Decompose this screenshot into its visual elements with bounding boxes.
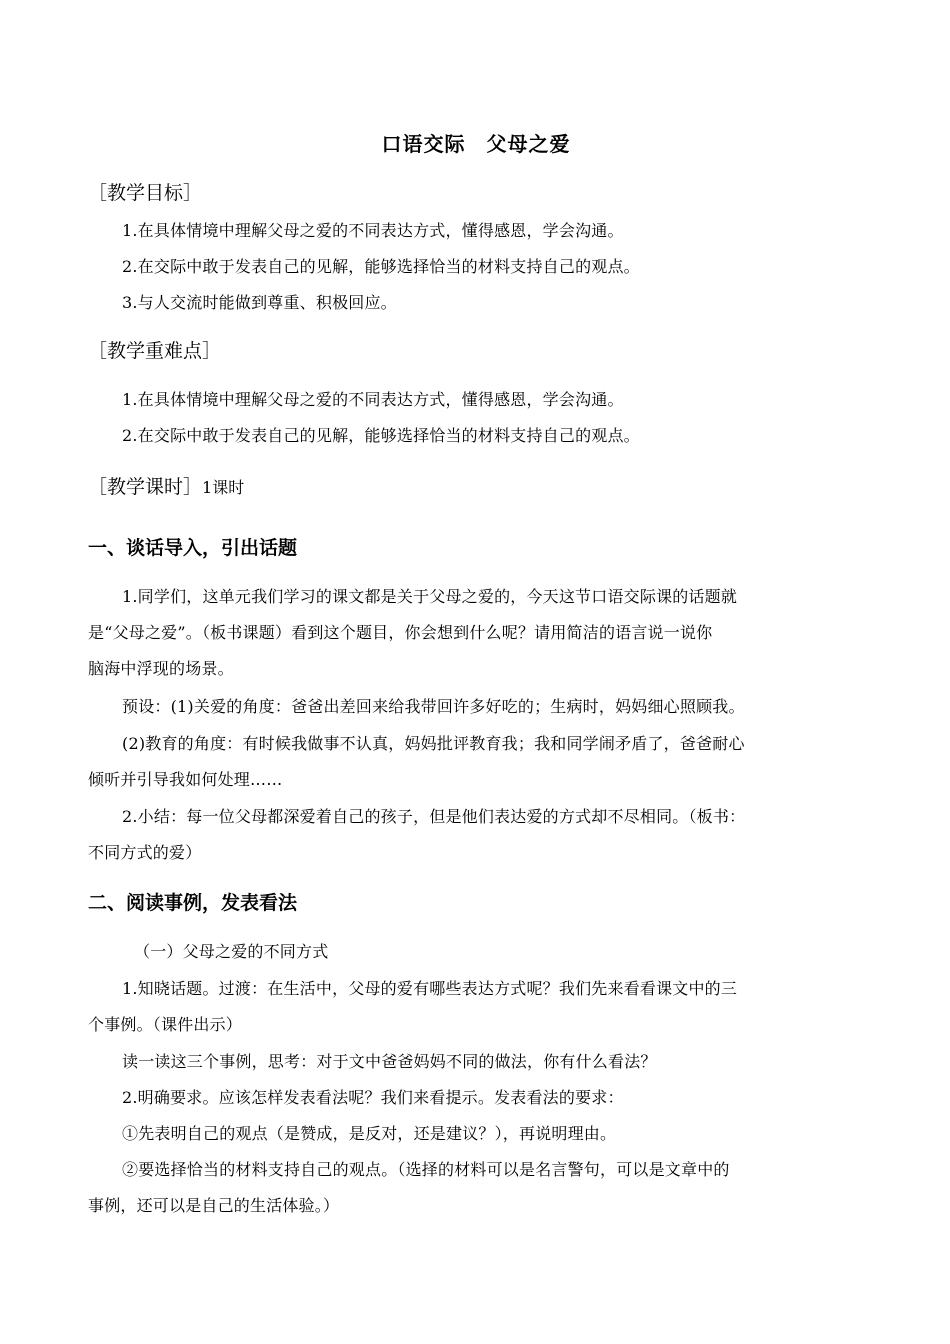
period-heading: ［教学课时］ xyxy=(88,476,203,498)
section2-line: 1.知晓话题。过渡：在生活中，父母的爱有哪些表达方式呢？我们先来看看课文中的三 xyxy=(122,979,738,998)
section1-line: 不同方式的爱） xyxy=(88,843,202,862)
period-value: 1课时 xyxy=(202,478,245,497)
goal-item: 2.在交际中敢于发表自己的见解，能够选择恰当的材料支持自己的观点。 xyxy=(122,257,640,276)
section1-line: 脑海中浮现的场景。 xyxy=(88,659,234,678)
document-title: 口语交际 父母之爱 xyxy=(381,132,571,156)
goal-item: 3.与人交流时能做到尊重、积极回应。 xyxy=(122,293,397,312)
section1-line: 预设：(1)关爱的角度：爸爸出差回来给我带回许多好吃的；生病时，妈妈细心照顾我。 xyxy=(122,697,745,716)
section2-subheading: （一）父母之爱的不同方式 xyxy=(134,942,329,961)
goal-item: 1.在具体情境中理解父母之爱的不同表达方式，懂得感恩，学会沟通。 xyxy=(122,221,624,240)
section2-heading: 二、阅读事例，发表看法 xyxy=(88,892,298,914)
period-row xyxy=(88,472,244,499)
section2-line: ①先表明自己的观点（是赞成，是反对，还是建议？），再说明理由。 xyxy=(122,1124,617,1143)
keypoints-heading: ［教学重难点］ xyxy=(88,340,222,362)
section2-line: 读一读这三个事例，思考：对于文中爸爸妈妈不同的做法，你有什么看法？ xyxy=(122,1052,657,1071)
section1-heading: 一、谈话导入，引出话题 xyxy=(88,537,298,559)
section1-line: 2.小结：每一位父母都深爱着自己的孩子，但是他们表达爱的方式却不尽相同。（板书： xyxy=(122,807,746,826)
section1-line: 1.同学们，这单元我们学习的课文都是关于父母之爱的，今天这节口语交际课的话题就 xyxy=(122,587,738,606)
goals-heading: ［教学目标］ xyxy=(88,182,203,204)
section2-line: ②要选择恰当的材料支持自己的观点。（选择的材料可以是名言警句，可以是文章中的 xyxy=(122,1160,730,1179)
section1-line: 倾听并引导我如何处理…… xyxy=(88,770,283,789)
section1-line: 是“父母之爱”。（板书课题）看到这个题目，你会想到什么呢？请用简洁的语言说一说你 xyxy=(88,623,713,642)
section2-line: 个事例。（课件出示） xyxy=(88,1015,243,1034)
section1-line: (2)教育的角度：有时候我做事不认真，妈妈批评教育我；我和同学闹矛盾了，爸爸耐心 xyxy=(122,734,745,753)
keypoint-item: 2.在交际中敢于发表自己的见解，能够选择恰当的材料支持自己的观点。 xyxy=(122,426,640,445)
section2-line: 事例，还可以是自己的生活体验。） xyxy=(88,1196,340,1215)
section2-line: 2.明确要求。应该怎样发表看法呢？我们来看提示。发表看法的要求： xyxy=(122,1088,624,1107)
keypoint-item: 1.在具体情境中理解父母之爱的不同表达方式，懂得感恩，学会沟通。 xyxy=(122,390,624,409)
